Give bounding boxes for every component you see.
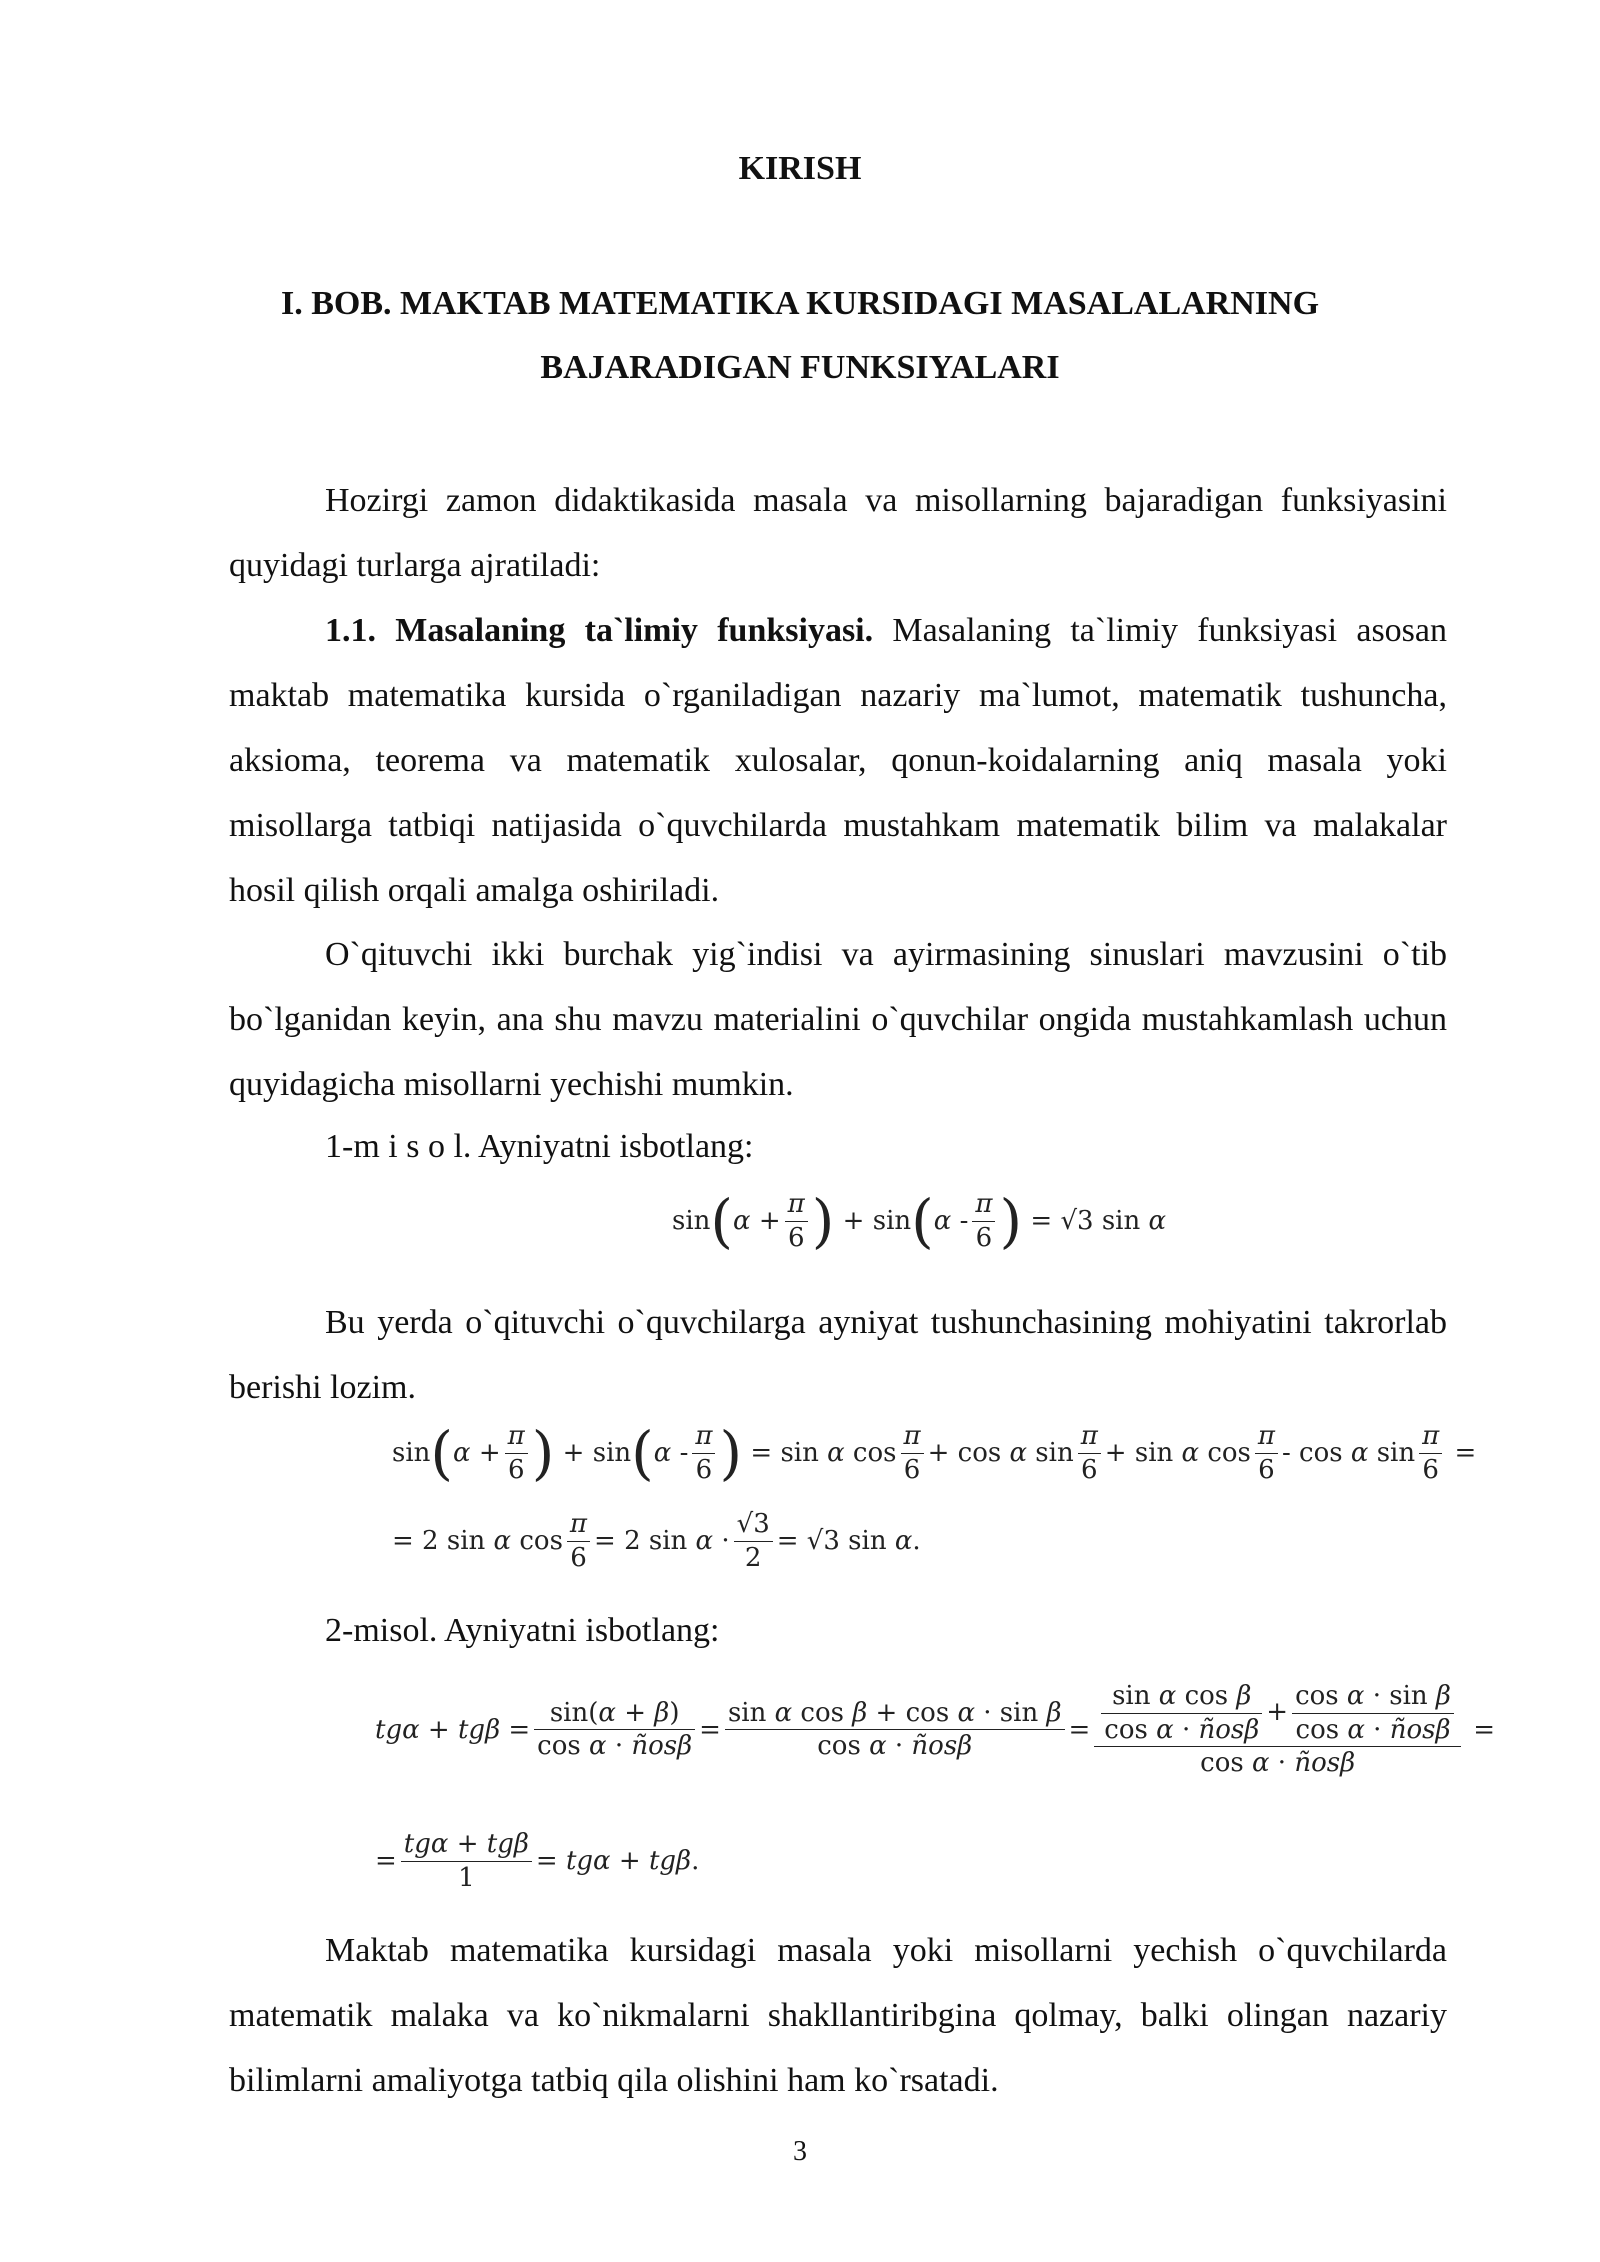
page-number: 3	[793, 2136, 807, 2167]
teacher-paragraph: O`qituvchi ikki burchak yig`indisi va ayirmasining sinuslari mavzusini o`tib bo`lganidan keyin, ana shu mavzu materialini o`quvchilar ongida mustahkamlash uchun quyidagicha misollarni yechishi mumkin.	[229, 936, 1447, 1103]
chapter-title-line1: I. BOB. MAKTAB MATEMATIKA KURSIDAGI MASALALARNING	[280, 285, 1320, 322]
formula-proof-line1: sin(α + $\frac{\pi}{6}$ ) + sin(α - $\frac{\pi}{6}$ ) = sin α cos $\frac{\pi}{6}$ + cos α sin $\frac{\pi}{6}$ + sin α cos $\frac{\pi}{6}$ - cos α sin $\frac{\pi}{6}$ =	[392, 1419, 1477, 1487]
formula-proof-line2: = 2 sin α cos $\frac{\pi}{6}$ = 2 sin α · $\frac{√3}{2}$ = √3 sin α.	[392, 1509, 921, 1573]
conclusion-paragraph: Maktab matematika kursidagi masala yoki misollarni yechish o`quvchilarda matematik malaka va ko`nikmalarni shakllantiribgina qolmay, balki olingan nazariy bilimlarni amaliyotga tatbiq qila olishini ham ko`rsatadi.	[229, 1932, 1447, 2099]
page-heading: KIRISH	[738, 150, 862, 187]
formula-tg-line1: tgα + tgβ = $\frac{\sin(\alpha + \beta)}{\text{cos α · ñosβ}}$ = $\frac{\text{sin α cos β + cos α · sin β}}{\text{cos α · ñosβ}}$ = $\frac{\text{sin α cos β}}{\text{cos α · ñosβ}}$ + $\frac{\text{cos α · sin β}}{\text{cos α · ñosβ}}$ cos α · ñosβ =	[375, 1681, 1496, 1778]
section-label: 1.1. Masalaning ta`limiy funksiyasi.	[325, 612, 874, 649]
explanation-paragraph: Bu yerda o`qituvchi o`quvchilarga ayniyat tushunchasining mohiyatini takrorlab berishi lozim.	[229, 1304, 1447, 1406]
intro-paragraph: Hozirgi zamon didaktikasida masala va misollarning bajaradigan funksiyasini quyidagi turlarga ajratiladi:	[229, 482, 1447, 584]
formula-tg-line2: = $\frac{\text{tgα + tgβ}}{1}$ = tgα + tgβ.	[375, 1829, 700, 1893]
example1-heading: 1-m i s o l. Ayniyatni isbotlang:	[325, 1128, 754, 1165]
chapter-title-line2: BAJARADIGAN FUNKSIYALARI	[540, 349, 1060, 386]
example2-heading: 2-misol. Ayniyatni isbotlang:	[325, 1612, 720, 1649]
formula-identity-1: sin(α + $\frac{\pi}{6}$ ) + sin(α - $\frac{\pi}{6}$ ) = √3 sin α	[672, 1187, 1167, 1255]
section-body: Masalaning ta`limiy funksiyasi asosan maktab matematika kursida o`rganiladigan nazariy ma`lumot, matematik tushuncha, aksioma, teorema va matematik xulosalar, qonun-koidalarning aniq masala yoki misollarga tatbiqi natijasida o`quvchilarda mustahkam matematik bilim va malakalar hosil qilish orqali amalga oshiriladi.	[229, 612, 1448, 909]
section-paragraph	[229, 598, 1447, 923]
